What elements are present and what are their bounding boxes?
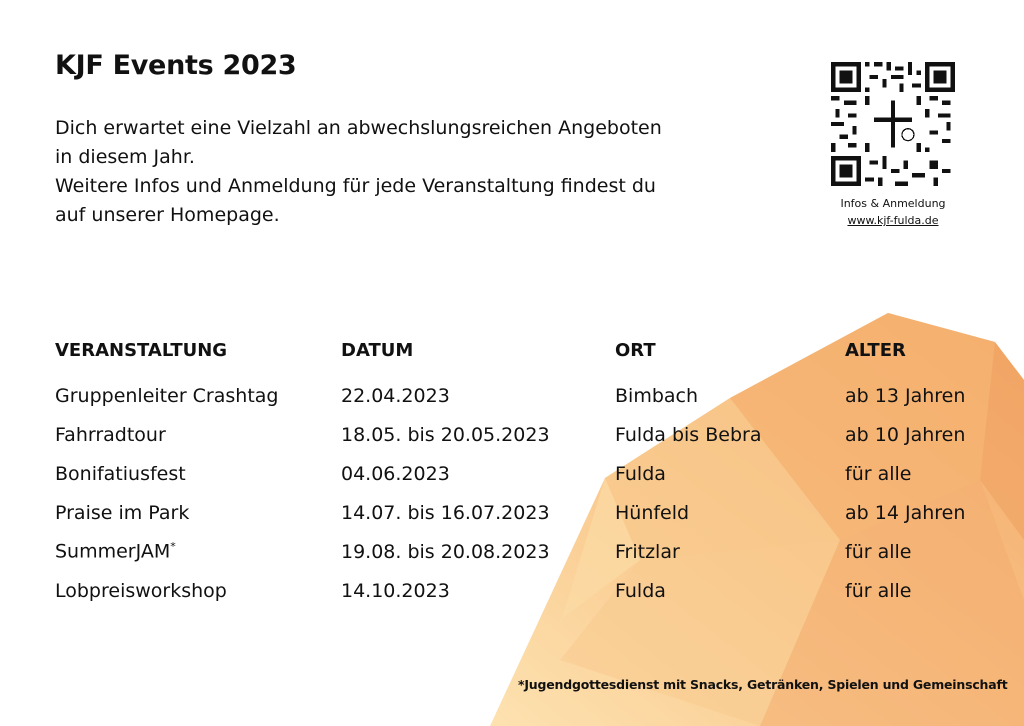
event-date: 22.04.2023 <box>341 384 450 407</box>
event-age: ab 13 Jahren <box>845 384 966 407</box>
table-row <box>55 532 1015 571</box>
event-name-text: SummerJAM <box>55 540 171 563</box>
event-place: Fritzlar <box>615 540 680 563</box>
event-date: 18.05. bis 20.05.2023 <box>341 423 550 446</box>
event-age: für alle <box>845 579 912 602</box>
event-date: 19.08. bis 20.08.2023 <box>341 540 550 563</box>
event-date: 04.06.2023 <box>341 462 450 485</box>
footnote: *Jugendgottesdienst mit Snacks, Getränken, Spielen und Gemeinschaft <box>518 677 1008 692</box>
intro-line: Dich erwartet eine Vielzahl an abwechslungsreichen Angeboten <box>55 117 662 139</box>
event-date: 14.10.2023 <box>341 579 450 602</box>
event-place: Fulda <box>615 462 666 485</box>
event-name: Praise im Park <box>55 501 190 524</box>
event-date: 14.07. bis 16.07.2023 <box>341 501 550 524</box>
intro-line: auf unserer Homepage. <box>55 204 280 226</box>
event-place: Bimbach <box>615 384 699 407</box>
table-row <box>55 454 1015 493</box>
qr-caption: Infos & Anmeldung <box>840 197 946 210</box>
page-title: KJF Events 2023 <box>55 50 297 81</box>
event-age: ab 14 Jahren <box>845 501 966 524</box>
column-header-place: ORT <box>615 340 656 361</box>
event-age: ab 10 Jahren <box>845 423 966 446</box>
event-age: für alle <box>845 462 912 485</box>
event-place: Hünfeld <box>615 501 690 524</box>
homepage-link[interactable]: www.kjf-fulda.de <box>847 214 939 227</box>
events-table <box>55 340 1015 610</box>
intro-text <box>55 114 745 230</box>
event-age: für alle <box>845 540 912 563</box>
event-place: Fulda <box>615 579 666 602</box>
table-row <box>55 376 1015 415</box>
table-row <box>55 493 1015 532</box>
column-header-date: DATUM <box>341 340 414 361</box>
table-header-row <box>55 340 1015 376</box>
column-header-age: ALTER <box>845 340 906 361</box>
intro-line: Weitere Infos und Anmeldung für jede Veranstaltung findest du <box>55 175 656 197</box>
event-place: Fulda bis Bebra <box>615 423 762 446</box>
qr-block <box>826 62 960 227</box>
footnote-marker: * <box>170 540 176 554</box>
event-name: Lobpreisworkshop <box>55 579 227 602</box>
event-name: Gruppenleiter Crashtag <box>55 384 279 407</box>
qr-code[interactable] <box>831 62 955 186</box>
intro-line: in diesem Jahr. <box>55 146 195 168</box>
event-name <box>55 532 341 571</box>
event-name: Bonifatiusfest <box>55 462 186 485</box>
table-row <box>55 571 1015 610</box>
table-row <box>55 415 1015 454</box>
column-header-event: VERANSTALTUNG <box>55 340 228 361</box>
event-name: Fahrradtour <box>55 423 166 446</box>
